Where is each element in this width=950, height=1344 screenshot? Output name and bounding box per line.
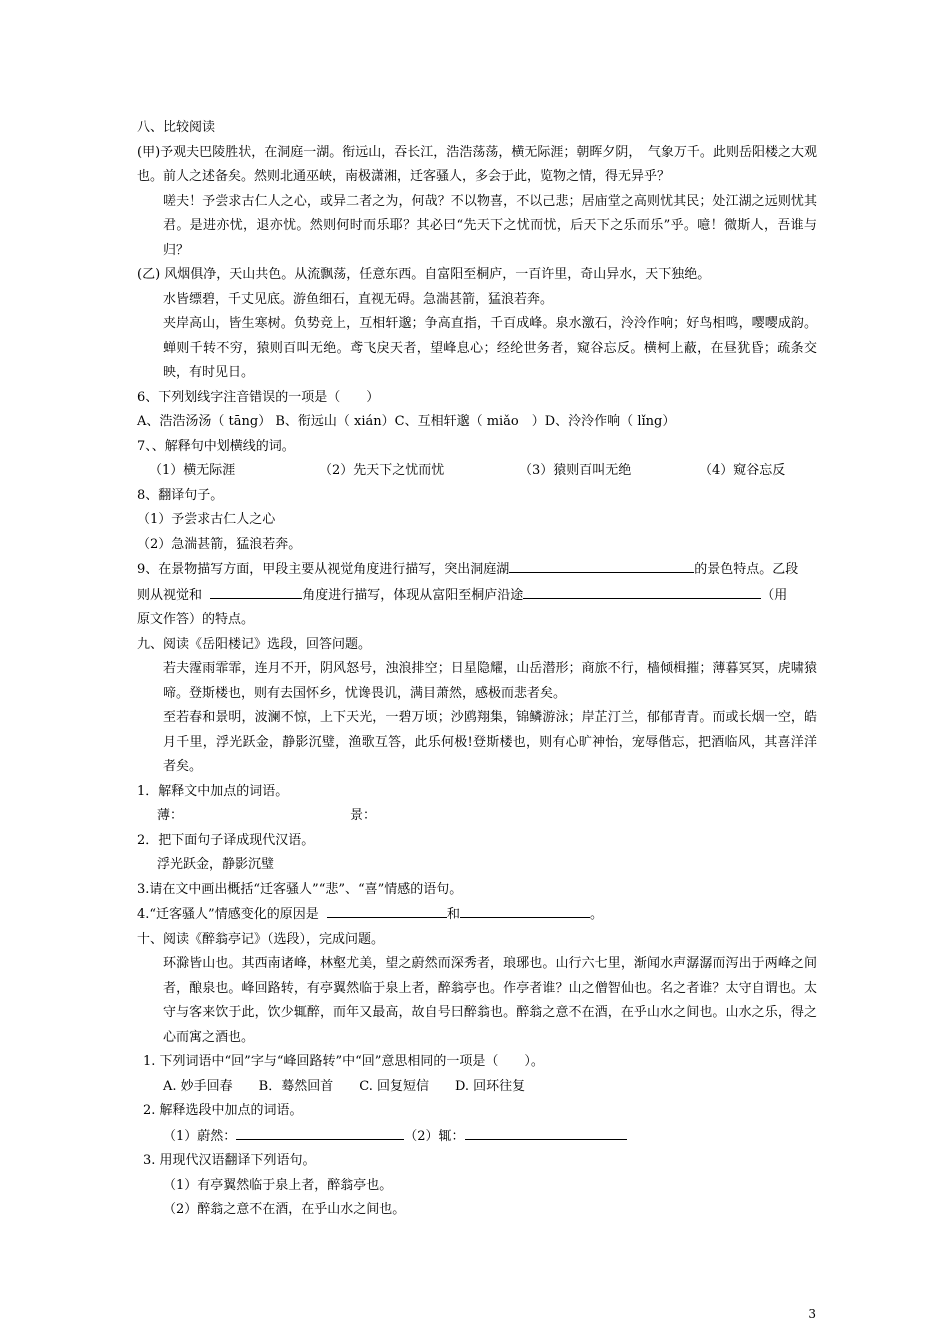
s10-q2-label-1: （1）蔚然： [163,1128,237,1144]
s10-question-3-1: （1）有亭翼然临于泉上者，醉翁亭也。 [163,1177,393,1193]
q9-text-a: 9、在景物描写方面，甲段主要从视觉角度进行描写，突出洞庭湖 [137,562,510,577]
section-9-paragraph-2: 至若春和景明，波澜不惊，上下天光，一碧万顷；沙鸥翔集，锦鳞游泳；岸芷汀兰，郁郁青青。而或长烟一空，皓月千里，浮光跃金，静影沉璧，渔歌互答，此乐何极!登斯楼也，则有心旷神怡，宠辱偕忘，把酒临风，其喜洋洋者矣。 [163,710,817,774]
question-8: 8、翻译句子。 [137,487,224,503]
s9-q4-blank-1[interactable] [327,902,447,918]
s9-question-2: 2．把下面句子译成现代汉语。 [137,832,315,848]
q9-blank-2[interactable] [210,583,302,599]
question-9-line-2 [137,583,817,609]
passage-yi-paragraph-1: (乙) 风烟俱净，天山共色。从流飘荡，任意东西。自富阳至桐庐，一百许里，奇山异水，天下独绝。 [137,267,711,282]
worksheet-page [137,116,817,1223]
section-9-paragraph-1: 若夫霪雨霏霏，连月不开，阴风怒号，浊浪排空；日星隐耀，山岳潜形；商旅不行，樯倾楫摧；薄暮冥冥，虎啸猿啼。登斯楼也，则有去国怀乡，忧谗畏讥，满目萧然，感极而悲者矣。 [163,661,817,701]
q9-blank-1[interactable] [509,557,694,573]
q7-item-3: （3）猿则百叫无绝 [519,463,632,478]
s10-question-3-2: （2）醉翁之意不在酒，在乎山水之间也。 [163,1202,406,1217]
section-9-title: 九、阅读《岳阳楼记》选段，回答问题。 [137,636,372,652]
question-9-line-3: 原文作答）的特点。 [137,612,255,627]
s9-q4-text-a: 4.“迁客骚人”情感变化的原因是 [137,907,319,922]
s10-q2-label-2: （2）辄： [404,1128,465,1144]
question-8-1: （1）予尝求古仁人之心 [137,512,276,527]
q9-text-b: 的景色特点。乙段 [694,562,799,577]
s9-question-1: 1．解释文中加点的词语。 [137,783,289,799]
question-6: 6、下列划线字注音错误的一项是（ ） [137,389,380,405]
s9-q1-item-bo: 薄： [157,808,184,823]
s9-question-1-items [137,804,817,829]
s10-question-1: 1. 下列词语中“回”字与“峰回路转”中“回”意思相同的一项是（ ）。 [143,1054,544,1069]
s10-question-3: 3. 用现代汉语翻译下列语句。 [143,1153,316,1168]
passage-yi-paragraph-2: 水皆缥碧，千丈见底。游鱼细石，直视无碍。急湍甚箭，猛浪若奔。 [163,291,554,307]
q9-text-e: （用 [761,587,788,603]
q9-blank-3[interactable] [523,583,761,599]
s9-q1-item-jing: 景： [350,808,377,823]
s9-question-4 [137,902,817,928]
question-8-2: （2）急湍甚箭，猛浪若奔。 [137,536,302,552]
s10-question-2-items [137,1124,817,1150]
s9-q4-blank-2[interactable] [460,902,590,918]
question-7-items [137,459,817,484]
question-6-options: A、浩浩汤汤（ tāng） B、衔远山（ xián）C、互相轩邈（ miǎo ）D、泠泠作响（ lǐng） [137,414,676,429]
s10-q2-blank-2[interactable] [465,1124,627,1140]
section-8-title: 八、比较阅读 [137,120,216,135]
s9-q4-text-b: 和 [446,907,460,922]
s10-question-2: 2. 解释选段中加点的词语。 [143,1103,303,1118]
passage-jia-paragraph-1: (甲)予观夫巴陵胜状，在洞庭一湖。衔远山，吞长江，浩浩荡荡，横无际涯；朝晖夕阴， 气象万千。此则岳阳楼之大观也。前人之述备矣。然则北通巫峡，南极潇湘，迁客骚人，多会于此，览物之情，得无异乎？ [137,144,817,184]
s9-question-2-sentence: 浮光跃金，静影沉璧 [157,857,275,872]
question-7: 7、、解释句中划横线的词。 [137,438,295,454]
passage-jia-paragraph-2: 嗟夫！予尝求古仁人之心，或异二者之为，何哉？不以物喜，不以己悲；居庙堂之高则忧其民；处江湖之远则忧其君。是进亦忧，退亦忧。然则何时而乐耶？其必曰“先天下之忧而忧，后天下之乐而乐”乎。噫！微斯人，吾谁与归？ [163,193,817,258]
q9-text-c: 则从视觉和 [137,587,203,603]
s9-question-3: 3.请在文中画出概括“迁客骚人”“悲”、“喜”情感的语句。 [137,881,463,897]
q7-item-2: （2）先天下之忧而忧 [319,463,445,478]
passage-yi-paragraph-3: 夹岸高山，皆生寒树。负势竞上，互相轩邈；争高直指，千百成峰。泉水激石，泠泠作响；好鸟相鸣，嘤嘤成韵。蝉则千转不穷，猿则百叫无绝。鸢飞戾天者，望峰息心；经纶世务者，窥谷忘反。横柯上蔽，在昼犹昏；疏条交映，有时见日。 [163,316,817,380]
section-10-paragraph: 环滁皆山也。其西南诸峰，林壑尤美，望之蔚然而深秀者，琅琊也。山行六七里，渐闻水声潺潺而泻出于两峰之间者，酿泉也。峰回路转，有亭翼然临于泉上者，醉翁亭也。作亭者谁？山之僧智仙也。名之者谁？太守自谓也。太守与客来饮于此，饮少辄醉，而年又最高，故自号曰醉翁也。醉翁之意不在酒，在乎山水之间也。山水之乐，得之心而寓之酒也。 [163,956,817,1045]
section-10-title: 十、阅读《醉翁亭记》（选段），完成问题。 [137,931,385,947]
q9-text-d: 角度进行描写，体现从富阳至桐庐沿途 [302,587,524,603]
s9-q4-text-c: 。 [589,907,603,922]
s10-q2-blank-1[interactable] [236,1124,404,1140]
s10-question-1-options: A. 妙手回春 B．蓦然回首 C. 回复短信 D. 回环往复 [163,1078,526,1094]
question-9-line-1 [137,557,817,583]
q7-item-4: （4）窥谷忘反 [699,463,786,478]
page-number: 3 [808,1307,816,1321]
q7-item-1: （1）横无际涯 [149,463,236,478]
